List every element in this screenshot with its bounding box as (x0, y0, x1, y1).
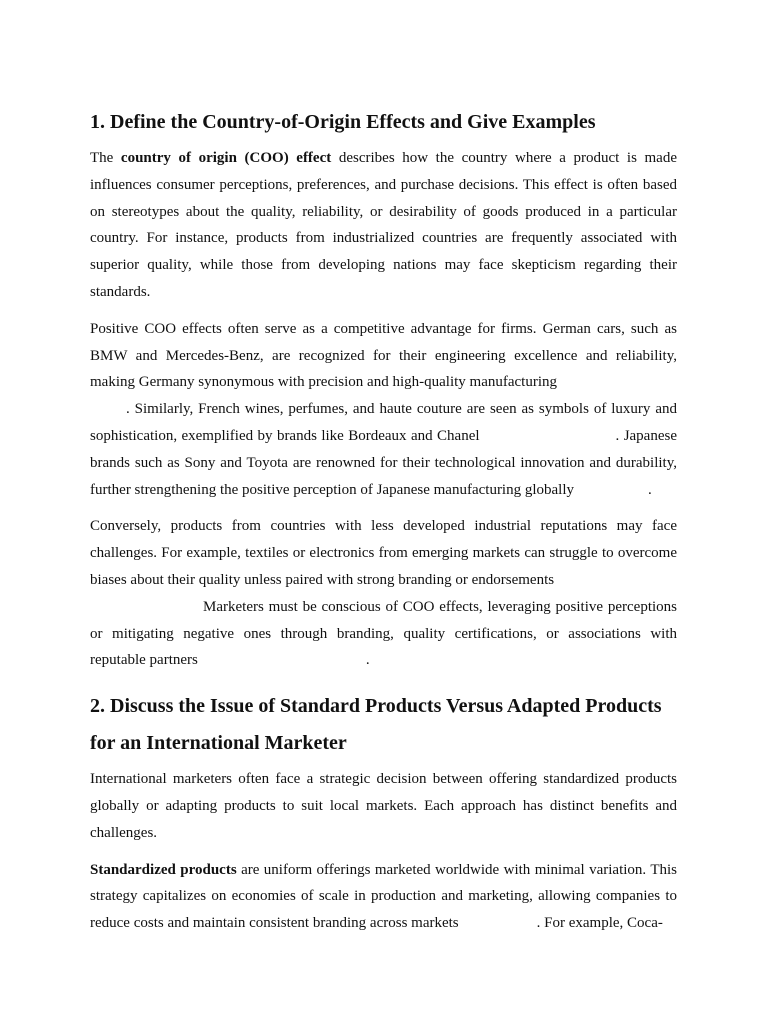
section-1-paragraph-1 (90, 145, 677, 306)
text-run: Positive COO effects often serve as a competitive advantage for firms. German cars, such as BMW and Mercedes-Benz, are recognized for their engineering excellence and reliability, making Germany synonymous with precision and high-quality manufacturing (90, 320, 677, 391)
text-run: . Similarly, French wines, perfumes, and haute couture are seen as symbols of luxury and sophistication, exemplified by brands like Bordeaux and Chanel (90, 401, 677, 444)
text-run: . (648, 481, 652, 498)
text-run: describes how the country where a product is made influences consumer perceptions, preferences, and purchase decisions. This effect is often based on stereotypes about the quality, reliability, or desirability of goods produced in a particular country. For instance, products from industrialized countries are frequently associated with superior quality, while those from developing nations may face skepticism regarding their standards. (90, 150, 677, 300)
section-1-paragraph-3 (90, 513, 677, 674)
bold-term-standardized-products: Standardized products (90, 861, 237, 878)
text-run: are uniform offerings marketed worldwide with minimal variation. This strategy capitalizes on economies of scale in production and marketing, allowing companies to reduce costs and maintain consistent branding across markets (90, 861, 677, 932)
section-2-paragraph-1: International marketers often face a strategic decision between offering standardized products globally or adapting products to suit local markets. Each approach has distinct benefits and challenges. (90, 771, 677, 841)
bold-term-coo-effect: country of origin (COO) effect (120, 150, 332, 166)
text-run: . For example, Coca- (536, 915, 663, 932)
text-run: . (365, 652, 370, 669)
text-run: Conversely, products from countries with less developed industrial reputations may face challenges. For example, textiles or electronics from emerging markets can struggle to overcome biases about their quality unless paired with strong branding or endorsements (90, 518, 677, 588)
section-1-paragraph-2 (90, 316, 677, 504)
text-run: . Japanese brands such as Sony and Toyota are renowned for their technological innovation and durability, further strengthening the positive perception of Japanese manufacturing globally (90, 427, 677, 498)
section-2-paragraph-2 (90, 857, 677, 937)
text-run: Marketers must be conscious of COO effects, leveraging positive perceptions or mitigating negative ones through branding, quality certifications, or associations with reputable partners (90, 598, 677, 669)
document-page (90, 104, 677, 947)
section-2-heading: 2. Discuss the Issue of Standard Products Versus Adapted Products for an International Marketer (90, 695, 662, 755)
section-1-heading: 1. Define the Country-of-Origin Effects and Give Examples (90, 111, 596, 133)
text-run: The (90, 150, 121, 166)
